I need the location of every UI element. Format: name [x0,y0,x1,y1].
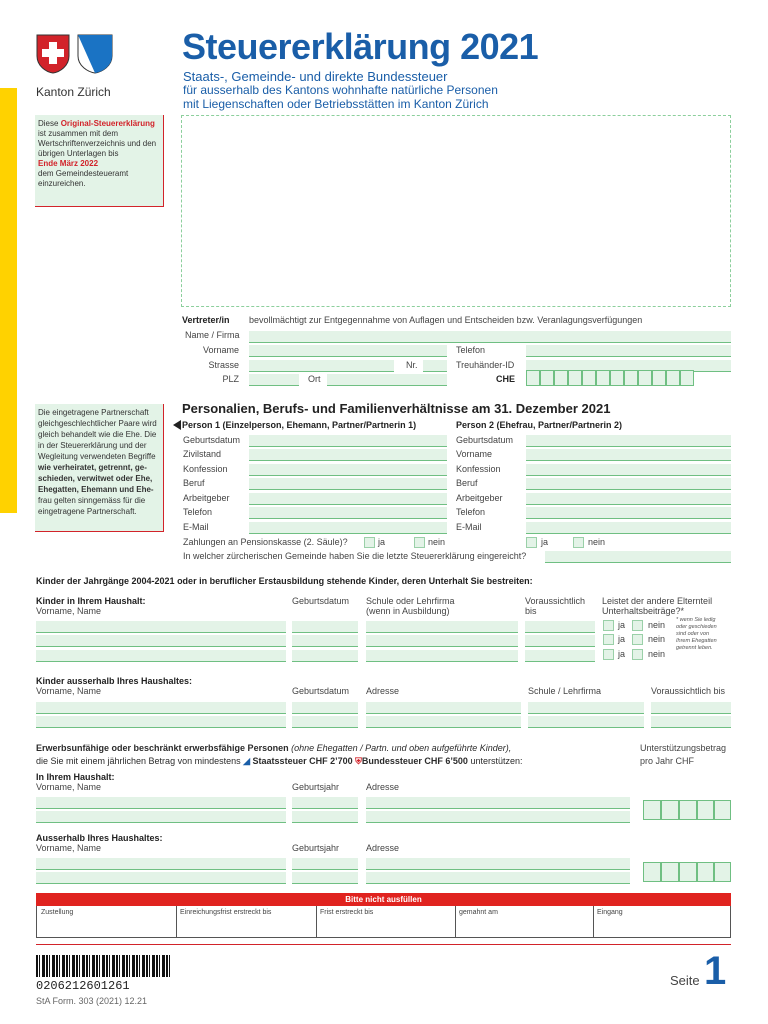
sup-out-amount-boxes[interactable] [643,862,731,884]
sup-out-2-name[interactable] [36,872,286,884]
rep-phone-field[interactable] [526,345,731,357]
rep-street-field[interactable] [249,360,394,372]
p1-confession-field[interactable] [249,464,447,476]
child-1-support-yes-checkbox[interactable] [603,620,614,631]
p2-job-field[interactable] [526,478,731,490]
children-title: Kinder der Jahrgänge 2004-2021 oder in beruflicher Erstausbildung stehende Kinder, deren Unterhalt Sie bestreiten: [36,576,533,586]
last-community-field[interactable] [545,551,731,563]
child-in-1-until[interactable] [525,621,595,633]
child-out-2-school[interactable] [528,716,644,728]
sup-in-1-name[interactable] [36,797,286,809]
rep-title: Vertreter/in [182,315,230,325]
footer-rule [36,944,731,945]
child-in-1-school[interactable] [366,621,518,633]
rep-plz-field[interactable] [249,374,299,386]
child-3-support-yes-checkbox[interactable] [603,649,614,660]
child-in-2-birth[interactable] [292,635,358,647]
subtitle-1: Staats-, Gemeinde- und direkte Bundessteuer [183,69,448,84]
rep-nr-field[interactable] [423,360,447,372]
yellow-side-bar [0,88,17,513]
barcode [36,955,172,977]
p1-employer-field[interactable] [249,493,447,505]
child-out-1-school[interactable] [528,702,644,714]
p2-email-field[interactable] [526,522,731,534]
child-in-3-until[interactable] [525,650,595,662]
child-in-3-birth[interactable] [292,650,358,662]
child-in-3-name[interactable] [36,650,286,662]
child-3-support-no-checkbox[interactable] [632,649,643,660]
child-out-2-name[interactable] [36,716,286,728]
p2-pension-no-checkbox[interactable] [573,537,584,548]
deadline-notice: Diese Original-Steuererklärung ist zusammen mit dem Wertschriftenverzeichnis und den übrigen Unterlagen bis Ende März 2022 dem Gemeindesteueramt einzureichen. [35,115,164,207]
p2-pension-yes-checkbox[interactable] [526,537,537,548]
sup-in-1-address[interactable] [366,797,630,809]
support-footnote: * wenn Sie ledig oder geschieden sind oder von Ihrem Ehegatten getrennt leben. [676,617,717,651]
child-out-1-until[interactable] [651,702,731,714]
p2-phone-field[interactable] [526,507,731,519]
barcode-number: 0206212601261 [36,979,130,993]
child-out-1-name[interactable] [36,702,286,714]
child-in-2-name[interactable] [36,635,286,647]
sup-out-2-year[interactable] [292,872,358,884]
p2-confession-field[interactable] [526,464,731,476]
support-title: Erwerbsunfähige oder beschränkt erwerbsfähige Personen (ohne Ehegatten / Partn. und oben aufgeführte Kinder), [36,743,512,753]
form-number: StA Form. 303 (2021) 12.21 [36,996,148,1006]
sup-in-2-address[interactable] [366,811,630,823]
p2-employer-field[interactable] [526,493,731,505]
child-in-3-school[interactable] [366,650,518,662]
address-window [181,115,731,307]
child-2-support-no-checkbox[interactable] [632,634,643,645]
child-2-support-yes-checkbox[interactable] [603,634,614,645]
sup-in-2-year[interactable] [292,811,358,823]
rep-name-field[interactable] [249,331,731,343]
child-out-2-until[interactable] [651,716,731,728]
che-id-boxes[interactable] [526,370,731,386]
pointer-arrow-icon [173,420,181,430]
p1-pension-yes-checkbox[interactable] [364,537,375,548]
p1-civil-field[interactable] [249,449,447,461]
child-out-1-birth[interactable] [292,702,358,714]
office-use-table: Zustellung Einreichungsfrist erstreckt bis Frist erstreckt bis gemahnt am Eingang [36,906,731,938]
child-1-support-no-checkbox[interactable] [632,620,643,631]
subtitle-2: für ausserhalb des Kantons wohnhafte natürliche Personen [183,83,498,97]
support-line2: die Sie mit einem jährlichen Betrag von mindestens ◢ Staatssteuer CHF 2’700 ⛨Bundessteuer CHF 6’500 unterstützen: [36,756,523,766]
zurich-coat-of-arms-icon [77,34,113,74]
child-in-1-birth[interactable] [292,621,358,633]
sup-in-1-year[interactable] [292,797,358,809]
p1-pension-no-checkbox[interactable] [414,537,425,548]
personal-title: Personalien, Berufs- und Familienverhältnisse am 31. Dezember 2021 [182,401,611,416]
page-number: 1 [704,949,727,993]
office-use-bar: Bitte nicht ausfüllen [36,893,731,906]
child-out-2-address[interactable] [366,716,521,728]
sup-out-1-year[interactable] [292,858,358,870]
partnership-notice: Die eingetragene Partnerschaft gleichgeschlechtlicher Paare wird gleich behandelt wie die Ehe. Die in der Steuererklärung und der Wegleitung verwendeten Begriffe wie verheiratet, getrennt, ge- schieden, verwitwet oder Ehe, Ehegatten, Ehemann und Ehe- frau gelten sinngemäss für die eingetragene Partnerschaft. [35,404,164,532]
child-out-1-address[interactable] [366,702,521,714]
page-title: Steuererklärung 2021 [182,26,539,67]
sup-in-amount-boxes[interactable] [643,800,731,822]
child-in-1-name[interactable] [36,621,286,633]
page-label: Seite [670,973,700,988]
p2-vorname-field[interactable] [526,449,731,461]
sup-out-1-address[interactable] [366,858,630,870]
p2-birth-field[interactable] [526,435,731,447]
child-out-2-birth[interactable] [292,716,358,728]
deadline-text: Ende März 2022 [38,159,99,168]
p1-phone-field[interactable] [249,507,447,519]
p1-birth-field[interactable] [249,435,447,447]
sup-out-2-address[interactable] [366,872,630,884]
rep-desc: bevollmächtigt zur Entgegennahme von Auflagen und Entscheiden bzw. Veranlagungsverfügungen [249,315,643,325]
sup-in-2-name[interactable] [36,811,286,823]
rep-ort-field[interactable] [327,374,447,386]
rep-vorname-field[interactable] [249,345,447,357]
canton-label: Kanton Zürich [36,85,111,99]
subtitle-3: mit Liegenschaften oder Betriebsstätten im Kanton Zürich [183,97,489,111]
swiss-cross-icon [36,34,70,74]
p1-email-field[interactable] [249,522,447,534]
child-in-2-until[interactable] [525,635,595,647]
p1-job-field[interactable] [249,478,447,490]
sup-out-1-name[interactable] [36,858,286,870]
child-in-2-school[interactable] [366,635,518,647]
